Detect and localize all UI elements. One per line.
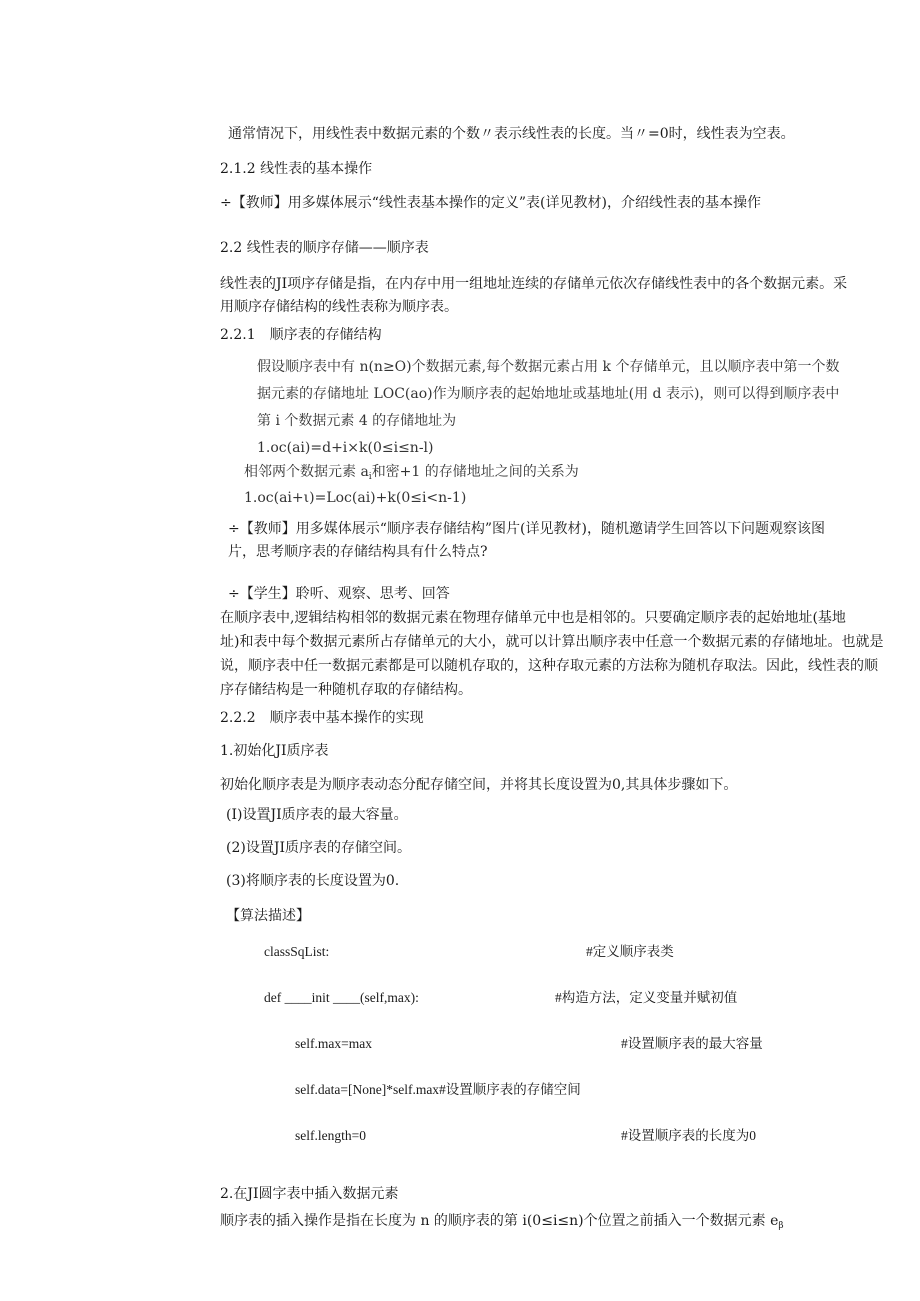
heading-2-1-2: 2.1.2 线性表的基本操作: [220, 161, 373, 177]
paragraph-random-line1: 在顺序表中,逻辑结构相邻的数据元素在物理存储单元中也是相邻的。只要确定顺序表的起始地址(基地: [220, 610, 846, 626]
paragraph-assume-line2: 据元素的存储地址 LOC(ao)作为顺序表的起始地址或基地址(用 d 表示)，则可以得到顺序表中: [257, 386, 840, 402]
code-line-init: def ____init ____(self,max):: [264, 990, 419, 1005]
code-line-class: classSqList:: [264, 944, 330, 959]
paragraph-assume-line3: 第 i 个数据元素 4 的存储地址为: [257, 413, 457, 429]
code-comment-length: #设置顺序表的长度为0: [621, 1128, 756, 1143]
paragraph-seq-def-line1: 线性表的JI项序存储是指，在内存中用一组地址连续的存储单元依次存储线性表中的各个数据元素。采: [220, 276, 848, 292]
teacher-note-2-line2: 片，思考顺序表的存储结构具有什么特点?: [228, 544, 488, 560]
algorithm-title: 【算法描述】: [226, 908, 310, 924]
adjacent-text-pre: 相邻两个数据元素 a: [244, 464, 369, 480]
heading-init: 1.初始化JI质序表: [220, 743, 329, 759]
formula-location: 1.oc(ai)=d+i×k(0≤i≤n-l): [257, 440, 434, 456]
heading-2-2-2: 2.2.2 顺序表中基本操作的实现: [220, 710, 424, 726]
init-step-2: (2)设置JI质序表的存储空间。: [226, 840, 411, 856]
paragraph-init: 初始化顺序表是为顺序表动态分配存储空间，并将其长度设置为0,其具体步骤如下。: [220, 777, 738, 793]
init-step-1: (I)设置JI质序表的最大容量。: [226, 807, 408, 823]
paragraph-adjacent: [244, 462, 579, 487]
heading-insert: 2.在JI圆字表中插入数据元素: [220, 1186, 399, 1202]
heading-2-2-1: 2.2.1 顺序表的存储结构: [220, 327, 382, 343]
code-line-data: self.data=[None]*self.max#设置顺序表的存储空间: [295, 1082, 581, 1097]
paragraph-insert: [220, 1211, 784, 1236]
code-comment-class: #定义顺序表类: [586, 944, 674, 959]
heading-2-2: 2.2 线性表的顺序存储——顺序表: [220, 240, 429, 256]
code-comment-max: #设置顺序表的最大容量: [621, 1036, 763, 1051]
adjacent-subscript: i: [368, 472, 372, 482]
code-comment-init: #构造方法，定义变量并赋初值: [555, 990, 738, 1005]
paragraph-seq-def-line2: 用顺序存储结构的线性表称为顺序表。: [220, 299, 458, 315]
teacher-note-2-line1: ÷【教师】用多媒体展示“顺序表存储结构”图片(详见教材)，随机邀请学生回答以下问题观察该图: [228, 521, 825, 537]
code-line-length: self.length=0: [295, 1128, 366, 1143]
paragraph-random-line2: 址)和表中每个数据元素所占存储单元的大小，就可以计算出顺序表中任意一个数据元素的存储地址。也就是: [220, 634, 884, 650]
student-note: ÷【学生】聆听、观察、思考、回答: [228, 586, 450, 602]
insert-text: 顺序表的插入操作是指在长度为 n 的顺序表的第 i(0≤i≤n)个位置之前插入一个数据元素 e: [220, 1213, 779, 1229]
paragraph-random-line4: 序存储结构是一种随机存取的存储结构。: [220, 682, 472, 698]
adjacent-text-post: 和密+1 的存储地址之间的关系为: [371, 464, 579, 480]
paragraph-assume-line1: 假设顺序表中有 n(n≥O)个数据元素,每个数据元素占用 k 个存储单元，且以顺序表中第一个数: [257, 359, 840, 375]
init-step-3: (3)将顺序表的长度设置为0.: [226, 873, 400, 889]
paragraph-length-definition: 通常情况下，用线性表中数据元素的个数〃表示线性表的长度。当〃=0时，线性表为空表。: [228, 126, 795, 142]
paragraph-random-line3: 说，顺序表中任一数据元素都是可以随机存取的，这种存取元素的方法称为随机存取法。因此，线性表的顺: [220, 658, 878, 674]
formula-relation: 1.oc(ai+ι)=Loc(ai)+k(0≤i<n-1): [244, 490, 467, 506]
insert-subscript: β: [778, 1221, 784, 1231]
teacher-note-1: ÷【教师】用多媒体展示“线性表基本操作的定义”表(详见教材)，介绍线性表的基本操作: [220, 195, 761, 211]
code-line-max: self.max=max: [295, 1036, 372, 1051]
